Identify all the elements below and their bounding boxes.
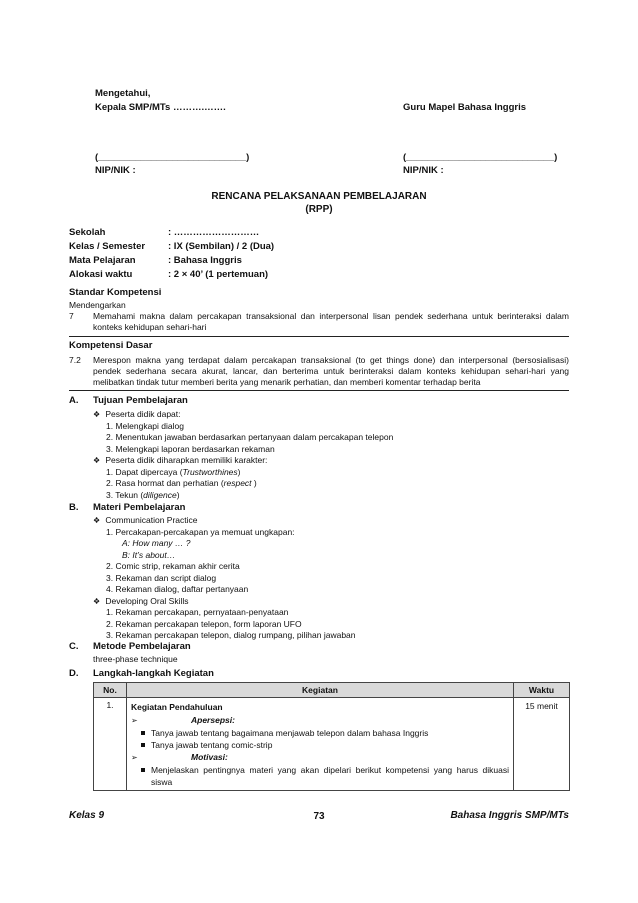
list-item: 2. Comic strip, rekaman akhir cerita (106, 561, 240, 571)
kompetensi-heading: Kompetensi Dasar (69, 340, 153, 351)
standar-text: Memahami makna dalam percakapan transaksional dan interpersonal lisan pendek sederhana untuk berinteraksi dalam konteks kehidupan sehari-hari (93, 311, 569, 332)
kompetensi-text: Merespon makna yang terdapat dalam percakapan transaksional (to get things done) dan interpersonal (bersosialisasi) pendek sederhana secara akurat, lancar, dan berterima untuk berinteraksi dalam konteks kehidupan sehari-hari yang melibatkan tindak tutur memberi berita yang menarik perhatian, dan memberi komentar terhadap berita (93, 355, 569, 387)
section-a-body: ❖ Peserta didik dapat: 1. Melengkapi dialog 2. Menentukan jawaban berdasarkan pertanyaan dalam percakapan telepon 3. Melengkapi laporan berdasarkan rekaman ❖ Peserta didik diharapkan memiliki karakter: 1. Dapat dipercaya (Trustworthines) 2. Rasa hormat dan perhatian (respect ) 3. Tekun (diligence) (93, 409, 394, 500)
section-d-letter: D. (69, 668, 79, 679)
table-header-row (94, 683, 570, 698)
list-item: 1. Percakapan-percakapan ya memuat ungkapan: (106, 526, 295, 537)
diamond-bullet-icon: ❖ (93, 596, 101, 606)
standar-num: 7 (69, 311, 74, 321)
list-item: 1. Melengkapi dialog (106, 420, 184, 431)
guru-label: Guru Mapel Bahasa Inggris (403, 102, 526, 113)
diamond-bullet-icon: ❖ (93, 410, 101, 419)
list-item: Menjelaskan pentingnya materi yang akan dipelari berikut kompetensi yang harus dikuasi siswa (151, 765, 509, 787)
list-item: 3. Rekaman dan script dialog (106, 572, 217, 583)
list-item: Tanya jawab tentang comic-strip (151, 740, 273, 750)
arrow-bullet-icon: ➢ (131, 716, 138, 725)
standar-sub: Mendengarkan (69, 300, 126, 310)
list-item: 2. Rasa hormat dan perhatian (respect ) (106, 478, 257, 488)
section-b-body: ❖ Communication Practice 1. Percakapan-percakapan ya memuat ungkapan: A: How many … ? B: It’s about… 2. Comic strip, rekaman akhir cerita 3. Rekaman dan script dialog 4. Rekaman dialog, daftar pertanyaan ❖ Developing Oral Skills 1. Rekaman percakapan, pernyataan-penyataan 2. Rekaman percakapan telepon, form laporan UFO 3. Rekaman percakapan telepon, dialog rumpang, pilihan jawaban (93, 515, 356, 640)
nip-right: NIP/NIK : (403, 165, 444, 176)
signature-line-right: (____________________________) (403, 152, 558, 163)
list-item: 3. Tekun (diligence) (106, 489, 180, 500)
identity-block (69, 227, 369, 283)
list-item: 3. Rekaman percakapan telepon, dialog rumpang, pilihan jawaban (106, 630, 356, 640)
kompetensi-num: 7.2 (69, 355, 81, 365)
kepala-label: Kepala SMP/MTs ……….……. (95, 102, 226, 113)
col-kegiatan: Kegiatan (127, 683, 514, 698)
section-c-letter: C. (69, 641, 79, 652)
divider (69, 336, 569, 337)
diamond-bullet-icon: ❖ (93, 456, 101, 465)
signature-line-left: (____________________________) (95, 152, 250, 163)
row-no: 1. (94, 698, 127, 791)
identity-row: Alokasi waktu : 2 × 40’ (1 pertemuan) (69, 269, 269, 280)
identity-row: Sekolah : ……………………… (69, 227, 260, 238)
table-row (94, 698, 570, 791)
list-item: A: How many … ? (122, 538, 191, 548)
diamond-bullet-icon: ❖ (93, 516, 101, 525)
motivasi-label: Motivasi: (191, 752, 228, 762)
list-item: Tanya jawab tentang bagaimana menjawab telepon dalam bahasa Inggris (151, 728, 429, 738)
kegiatan-table (93, 682, 570, 791)
list-item: 2. Menentukan jawaban berdasarkan pertanyaan dalam percakapan telepon (106, 432, 394, 442)
row-waktu: 15 menit (514, 698, 570, 791)
section-a-heading: Tujuan Pembelajaran (93, 395, 188, 406)
footer-right: Bahasa Inggris SMP/MTs (450, 810, 569, 821)
identity-row: Kelas / Semester : IX (Sembilan) / 2 (Dua) (69, 241, 275, 252)
arrow-bullet-icon: ➢ (131, 753, 138, 762)
list-item: 4. Rekaman dialog, daftar pertanyaan (106, 584, 249, 594)
section-b-letter: B. (69, 502, 79, 513)
standar-heading: Standar Kompetensi (69, 287, 162, 298)
page-number: 73 (313, 811, 325, 822)
nip-left: NIP/NIK : (95, 165, 136, 176)
section-c-text: three-phase technique (93, 654, 178, 664)
section-c-heading: Metode Pembelajaran (93, 641, 191, 652)
list-item: 2. Rekaman percakapan telepon, form laporan UFO (106, 618, 302, 629)
list-item: 1. Rekaman percakapan, pernyataan-penyataan (106, 607, 289, 617)
square-bullet-icon (141, 768, 145, 772)
list-item: 3. Melengkapi laporan berdasarkan rekaman (106, 443, 275, 454)
square-bullet-icon (141, 743, 145, 747)
row-title: Kegiatan Pendahuluan (131, 702, 223, 712)
footer-left: Kelas 9 (69, 810, 105, 821)
square-bullet-icon (141, 731, 145, 735)
section-d-heading: Langkah-langkah Kegiatan (93, 668, 214, 679)
section-a-letter: A. (69, 395, 79, 406)
section-b-heading: Materi Pembelajaran (93, 502, 186, 513)
list-item: 1. Dapat dipercaya (Trustworthines) (106, 466, 241, 477)
page-title: RENCANA PELAKSANAAN PEMBELAJARAN (211, 191, 427, 202)
apersepsi-label: Apersepsi: (191, 715, 235, 725)
list-item: B: It’s about… (122, 549, 176, 560)
col-waktu: Waktu (514, 683, 570, 698)
identity-row: Mata Pelajaran : Bahasa Inggris (69, 255, 242, 266)
mengetahui-label: Mengetahui, (95, 88, 151, 99)
page-subtitle: (RPP) (305, 204, 333, 215)
col-no: No. (94, 683, 127, 698)
row-kegiatan (127, 698, 514, 791)
divider (69, 390, 569, 391)
